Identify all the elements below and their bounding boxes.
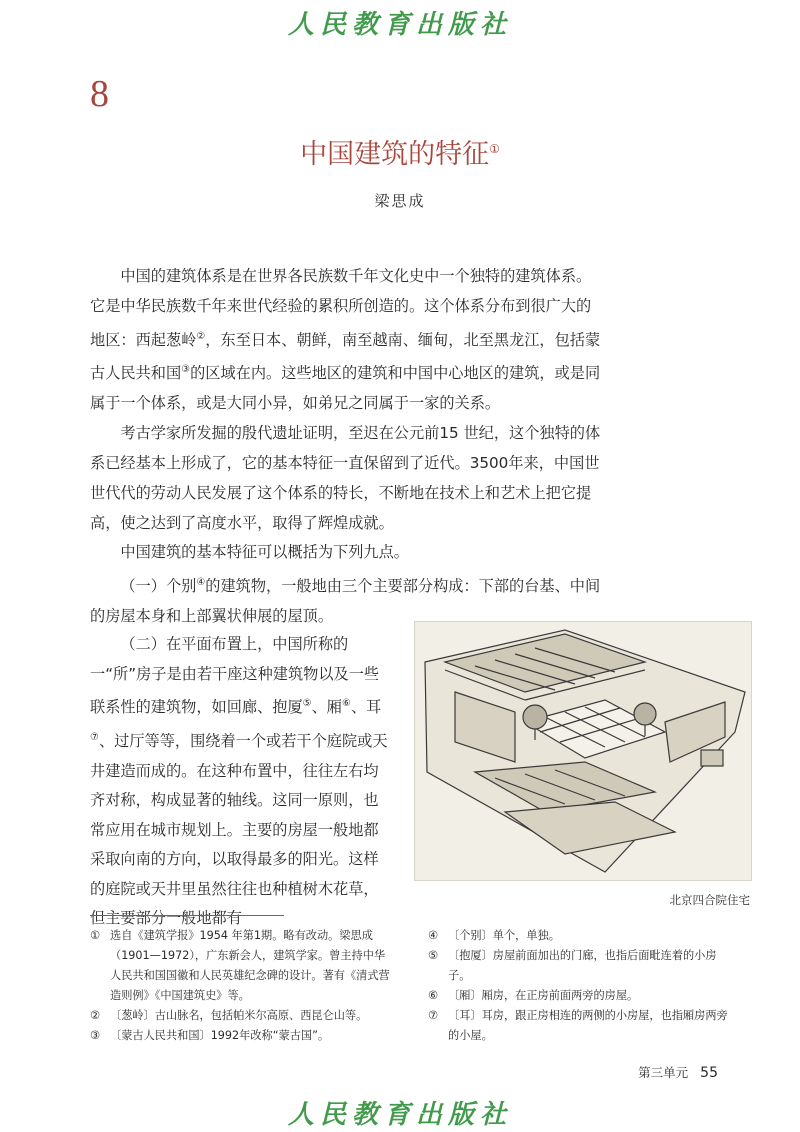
footnote-6 xyxy=(428,986,728,1006)
footnote-text: 〔抱厦〕房屋前面加出的门廊，也指后面毗连着的小房子。 xyxy=(448,949,717,982)
footnote-mark: ⑤ xyxy=(428,949,439,962)
siheyuan-illustration xyxy=(414,621,752,881)
footnote-mark: ⑥ xyxy=(428,989,439,1002)
paragraph-4: （一）个别④的建筑物，一般地由三个主要部分构成：下部的台基、中间的房屋本身和上部翼状伸展的屋顶。 xyxy=(90,577,601,625)
footnote-ref-2[interactable]: ② xyxy=(196,330,206,342)
footnote-mark: ③ xyxy=(90,1029,101,1042)
figure-caption: 北京四合院住宅 xyxy=(669,893,750,907)
paragraph-1: 中国的建筑体系是在世界各民族数千年文化史中一个独特的建筑体系。它是中华民族数千年来世代经验的累积所创造的。这个体系分布到很广大的地区：西起葱岭②，东至日本、朝鲜，南至越南、缅甸，北至黑龙江，包括蒙古人民共和国③的区域在内。这些地区的建筑和中国中心地区的建筑，或是同属于一个体系，或是大同小异，如弟兄之同属于一家的关系。 xyxy=(90,267,601,413)
page-footer xyxy=(638,1063,718,1081)
footnote-text: 〔个别〕单个，单独。 xyxy=(448,929,560,942)
paragraph-5: （二）在平面布置上，中国所称的一“所”房子是由若干座这种建筑物以及一些联系性的建筑物，如回廊、抱厦⑤、厢⑥、耳⑦、过厅等等，围绕着一个或若干个庭院或天井建造而成的。在这种布置中，往往左右均齐对称，构成显著的轴线。这同一原则，也常应用在城市规划上。主要的房屋一般地都采取向南的方向，以取得最多的阳光。这样的庭院或天井里虽然往往也种植树木花草，但主要部分一般地都有 xyxy=(90,635,388,928)
footnote-3 xyxy=(90,1026,390,1046)
unit-label: 第三单元 xyxy=(638,1065,689,1080)
footnote-ref-7[interactable]: ⑦ xyxy=(90,731,99,743)
footnote-text: 选自《建筑学报》1954 年第1期。略有改动。梁思成（1901—1972），广东新会人，建筑学家。曾主持中华人民共和国国徽和人民英雄纪念碑的设计。著有《清式营造则例》《中国建筑史》等。 xyxy=(110,929,390,1002)
publisher-logo-bottom: 人民教育出版社 xyxy=(287,1100,512,1130)
page-number: 55 xyxy=(700,1065,718,1081)
footnote-2 xyxy=(90,1006,390,1026)
footnote-text: 〔耳〕耳房，跟正房相连的两侧的小房屋，也指厢房两旁的小屋。 xyxy=(448,1009,728,1042)
footnote-4 xyxy=(428,926,728,946)
footnote-mark: ⑦ xyxy=(428,1009,439,1022)
courtyard-house-drawing xyxy=(415,622,751,880)
publisher-logo-top: 人民教育出版社 xyxy=(287,10,512,40)
footnote-7 xyxy=(428,1006,728,1046)
footnotes-left-column xyxy=(90,926,390,1046)
footnotes-right-column xyxy=(428,926,728,1046)
paragraph-3: 中国建筑的基本特征可以概括为下列九点。 xyxy=(120,543,409,562)
footnote-mark: ④ xyxy=(428,929,439,942)
author-name: 梁思成 xyxy=(374,192,426,210)
article-body-narrow xyxy=(90,630,390,934)
footnote-1 xyxy=(90,926,390,1006)
article-title xyxy=(0,132,800,171)
footnote-mark: ② xyxy=(90,1009,101,1022)
paragraph-2: 考古学家所发掘的殷代遗址证明，至迟在公元前15 世纪，这个独特的体系已经基本上形成了，它的基本特征一直保留到了近代。3500年来，中国世世代代的劳动人民发展了这个体系的特长，不断地在技术上和艺术上把它提高，使之达到了高度水平，取得了辉煌成就。 xyxy=(90,424,601,532)
footnote-text: 〔葱岭〕古山脉名，包括帕米尔高原、西昆仑山等。 xyxy=(110,1009,368,1022)
footnote-ref-4[interactable]: ④ xyxy=(196,577,206,589)
footnote-mark: ① xyxy=(90,929,101,942)
footnote-5 xyxy=(428,946,728,986)
footnote-divider xyxy=(90,915,284,916)
title-footnote-mark[interactable]: ① xyxy=(489,142,500,156)
article-body xyxy=(90,262,604,632)
title-text: 中国建筑的特征 xyxy=(300,139,490,170)
lesson-number: 8 xyxy=(90,73,109,115)
footnote-ref-3[interactable]: ③ xyxy=(181,364,191,376)
footnote-ref-5[interactable]: ⑤ xyxy=(302,698,312,710)
footnote-text: 〔蒙古人民共和国〕1992年改称“蒙古国”。 xyxy=(110,1029,330,1042)
footnote-text: 〔厢〕厢房，在正房前面两旁的房屋。 xyxy=(448,989,639,1002)
footnote-ref-6[interactable]: ⑥ xyxy=(341,698,351,710)
